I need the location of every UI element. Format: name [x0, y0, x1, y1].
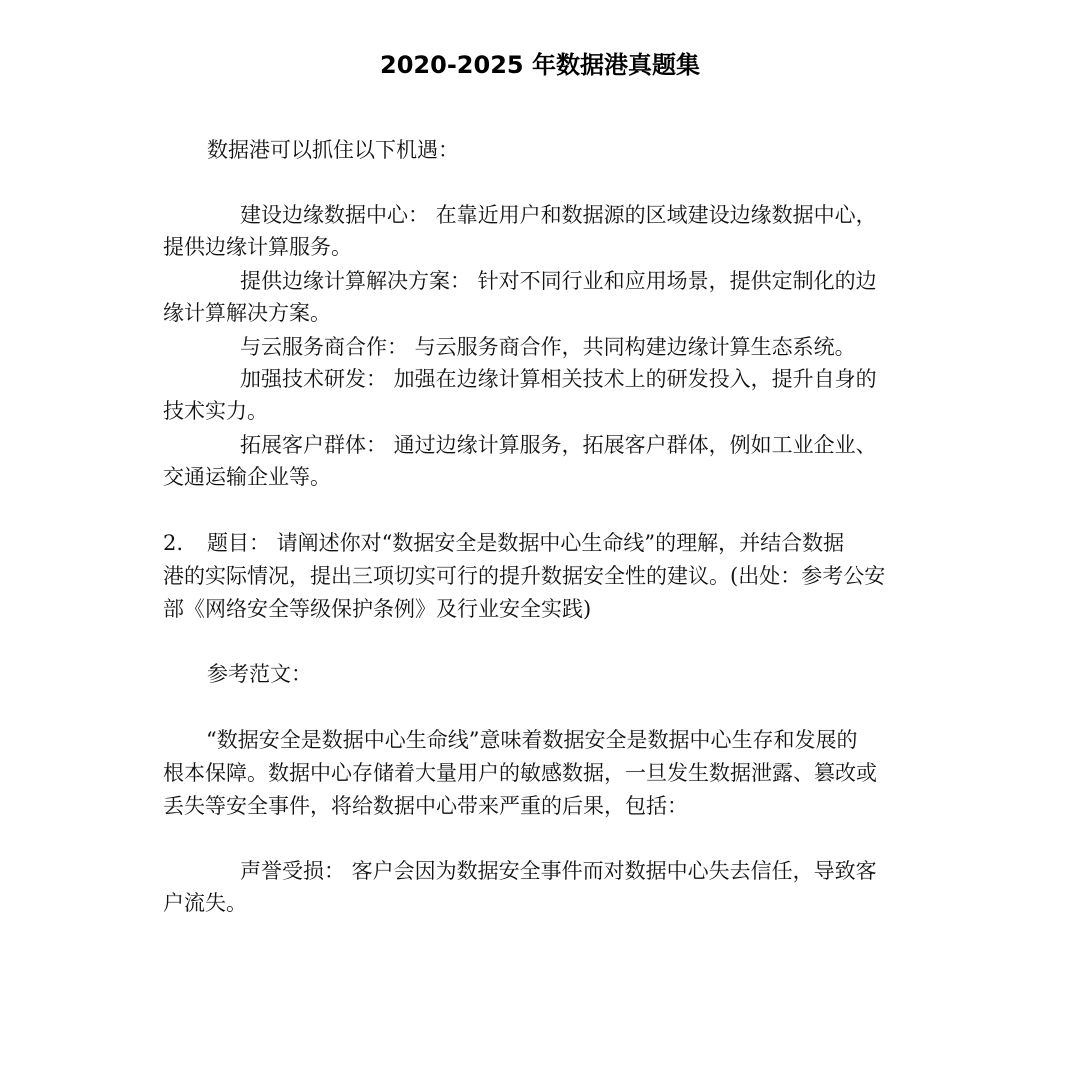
opportunity-2-line-1: 提供边缘计算解决方案： 针对不同行业和应用场景，提供定制化的边 [240, 269, 877, 293]
question-line-3: 部《网络安全等级保护条例》及行业安全实践) [163, 597, 592, 621]
question-line-2: 港的实际情况，提出三项切实可行的提升数据安全性的建议。(出处：参考公安 [163, 564, 886, 588]
opportunity-3-line-1: 与云服务商合作： 与云服务商合作，共同构建边缘计算生态系统。 [240, 335, 856, 359]
document-title: 2020-2025 年数据港真题集 [380, 51, 700, 79]
question-number: 2. [163, 531, 184, 555]
essay-line-3: 丢失等安全事件，将给数据中心带来严重的后果，包括： [163, 794, 688, 818]
consequence-line-1: 声誉受损： 客户会因为数据安全事件而对数据中心失去信任，导致客 [240, 859, 877, 883]
opportunity-5-line-2: 交通运输企业等。 [163, 465, 331, 489]
consequence-line-2: 户流失。 [163, 891, 247, 915]
essay-line-2: 根本保障。数据中心存储着大量用户的敏感数据，一旦发生数据泄露、篡改或 [163, 761, 877, 785]
opportunity-1-line-1: 建设边缘数据中心： 在靠近用户和数据源的区域建设边缘数据中心， [240, 203, 877, 227]
opportunity-4-line-1: 加强技术研发： 加强在边缘计算相关技术上的研发投入，提升自身的 [240, 367, 877, 391]
essay-line-1: “数据安全是数据中心生命线”意味着数据安全是数据中心生存和发展的 [206, 728, 858, 752]
opportunity-5-line-1: 拓展客户群体： 通过边缘计算服务，拓展客户群体，例如工业企业、 [240, 433, 877, 457]
reference-label: 参考范文： [207, 662, 312, 686]
opportunity-4-line-2: 技术实力。 [163, 399, 268, 423]
question-line-1: 题目： 请阐述你对“数据安全是数据中心生命线”的理解，并结合数据 [207, 531, 845, 555]
opportunity-2-line-2: 缘计算解决方案。 [163, 301, 331, 325]
opportunity-1-line-2: 提供边缘计算服务。 [163, 235, 352, 259]
intro-text: 数据港可以抓住以下机遇： [207, 138, 459, 162]
